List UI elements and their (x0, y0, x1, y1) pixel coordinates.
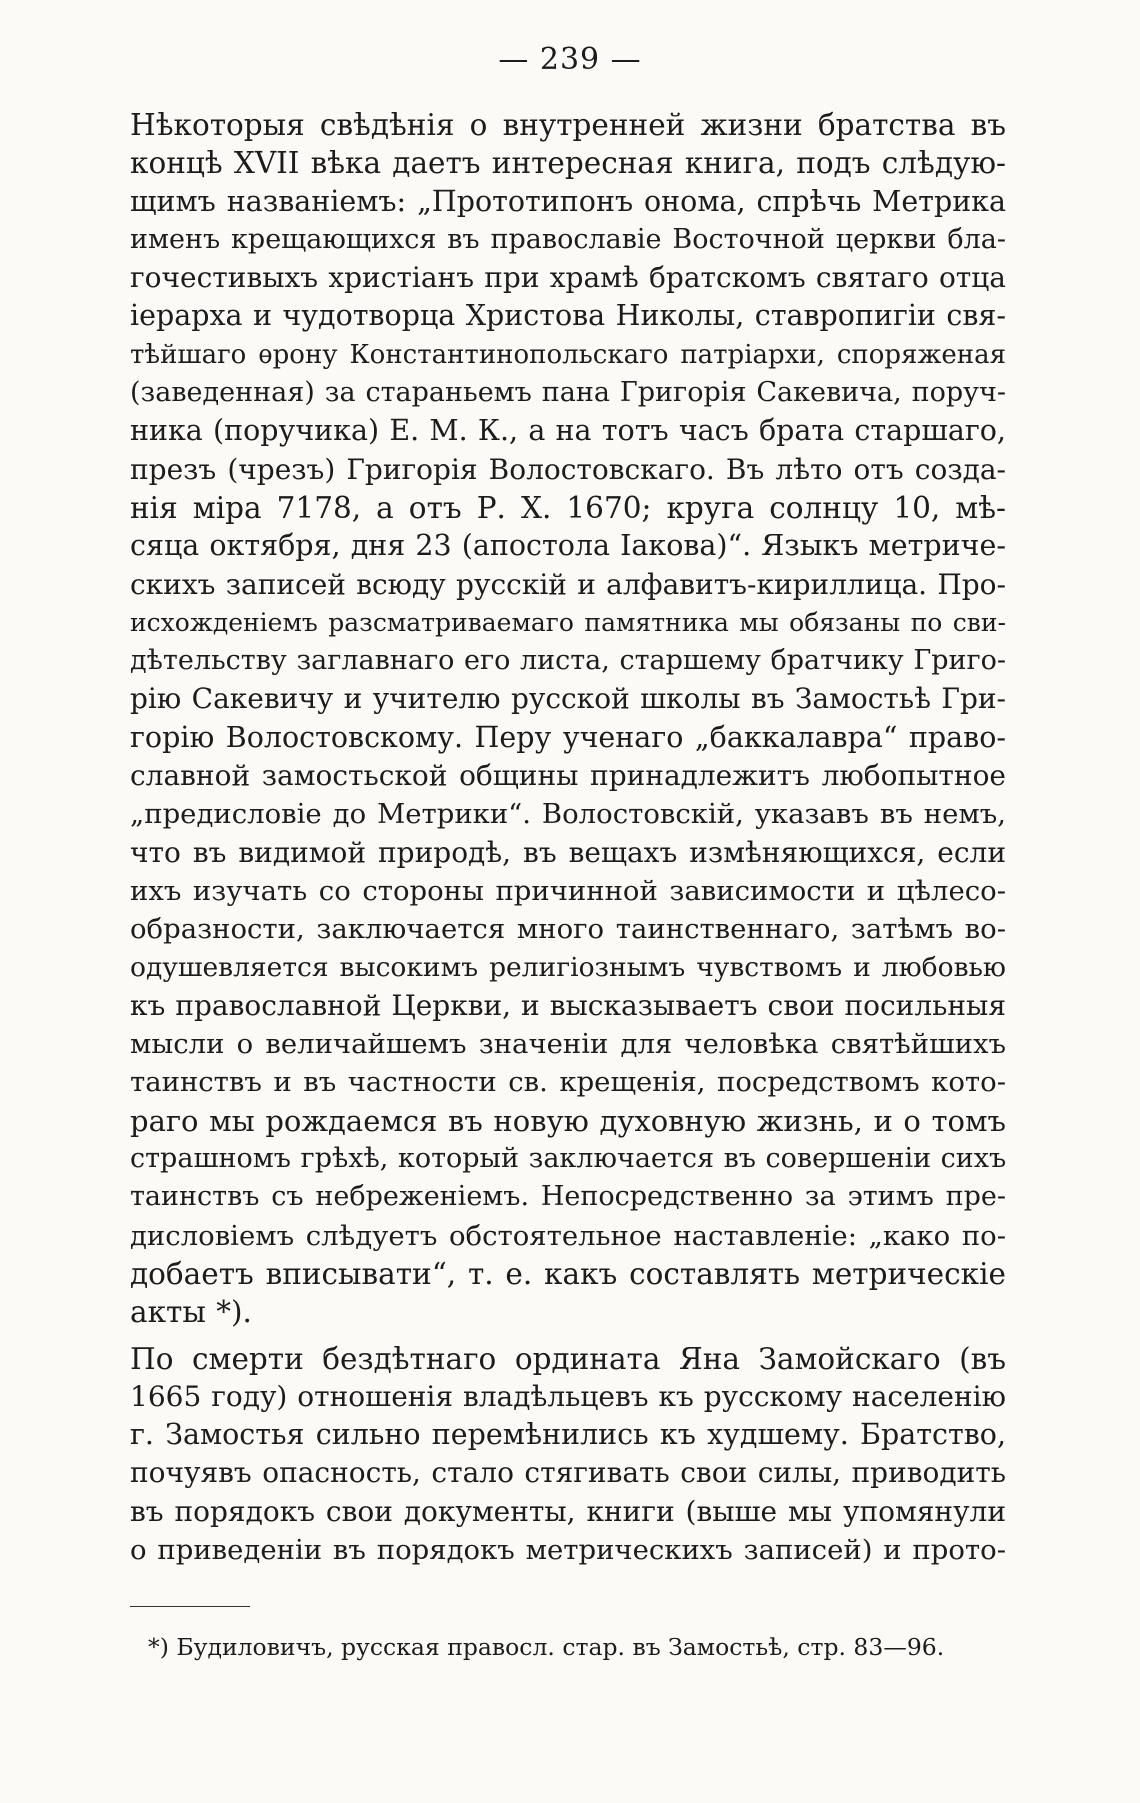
text-line: раго мы рождаемся въ новую духовную жизнь, и о томъ (130, 1103, 1006, 1138)
text-line: гочестивыхъ христіанъ при храмѣ братскомъ святаго отца (130, 261, 1006, 295)
text-line: дисловіемъ слѣдуетъ обстоятельное наставленіе: „како по- (130, 1219, 1006, 1252)
text-line: дѣтельству заглавнаго его листа, старшему братчику Григо- (130, 645, 1006, 677)
text-line: къ православной Церкви, и высказываетъ свои посильныя (130, 988, 1006, 1022)
text-line: скихъ записей всюду русскій и алфавитъ-кириллица. Про- (130, 567, 1006, 601)
text-line: концѣ XVII вѣка даетъ интересная книга, подъ слѣдую- (130, 146, 1006, 181)
text-line: рію Сакевичу и учителю русской школы въ Замостьѣ Гри- (130, 682, 1006, 716)
footnote: *) Будиловичъ, русская правосл. стар. въ Замостьѣ, стр. 83—96. (148, 1633, 945, 1661)
text-line: По смерти бездѣтнаго ордината Яна Замойскаго (въ (130, 1341, 1006, 1376)
body-text (130, 106, 1006, 1569)
page-number: — 239 — (498, 42, 642, 77)
text-line: 1665 году) отношенія владѣльцевъ къ русскому населенію (130, 1379, 1006, 1413)
text-line: презъ (чрезъ) Григорія Волостовскаго. Въ лѣто отъ созда- (130, 452, 1006, 486)
text-line: горію Волостовскому. Перу ученаго „баккалавра“ право- (130, 720, 1006, 754)
text-line: тѣйшаго ѳрону Константинопольскаго патріархи, спoряженая (130, 339, 1006, 370)
text-line: добаетъ вписывати“, т. е. какъ составлять метрическіе (130, 1256, 1006, 1291)
text-line: щимъ названіемъ: „Прототипонъ онома, спрѣчь Метрика (130, 184, 1006, 218)
text-line: іерарха и чудотворца Христова Николы, ставропигіи свя- (130, 299, 1006, 333)
text-line: почуявъ опасность, стало стягивать свои силы, приводить (130, 1456, 1006, 1490)
text-line: ихъ изучать со стороны причинной зависимости и цѣлесо- (130, 874, 1006, 907)
text-line: Нѣкоторыя свѣдѣнія о внутренней жизни братства въ (130, 108, 1006, 142)
text-line: въ порядокъ свои документы, книги (выше мы упомянули (130, 1494, 1006, 1528)
text-line: акты *). (130, 1295, 252, 1330)
text-line: о приведеніи въ порядокъ метрическихъ записей) и прото- (130, 1533, 1006, 1566)
text-line: мысли о величайшемъ значеніи для человѣка святѣйшихъ (130, 1028, 1006, 1061)
text-line: одушевляется высокимъ религіознымъ чувствомъ и любовью (130, 951, 1006, 983)
text-line: славной замостьской общины принадлежитъ любопытное (130, 759, 1006, 793)
text-line: образности, заключается много таинственнаго, затѣмъ во- (130, 913, 1006, 946)
text-line: таинствъ и въ частности св. крещенія, посредствомъ кото- (130, 1066, 1006, 1099)
text-line: исхожденіемъ разсматриваемаго памятника мы обязаны по сви- (130, 607, 1006, 637)
paragraph-2 (130, 1340, 1006, 1570)
text-line: именъ крещающихся въ православіе Восточной церкви бла- (130, 223, 1006, 255)
text-line: страшномъ грѣхѣ, который заключается въ совершеніи сихъ (130, 1143, 1007, 1175)
text-line: что въ видимой природѣ, въ вещахъ измѣняющихся, если (130, 835, 1006, 869)
paragraph-1 (130, 106, 1006, 1332)
text-line: г. Замостья сильно перемѣнились къ худшему. Братство, (130, 1418, 1006, 1452)
text-line: ника (поручика) Е. М. К., а на тотъ часъ брата старшаго, (130, 414, 1006, 448)
text-line: сяца октября, дня 23 (апостола Іакова)“. Языкъ метриче- (130, 529, 1006, 563)
text-line: таинствъ съ небреженіемъ. Непосредственно за этимъ пре- (130, 1181, 1006, 1213)
text-line: (заведенная) за стараньемъ пана Григорія Сакевича, поруч- (130, 377, 1006, 409)
text-line: нія міра 7178, а отъ Р. Х. 1670; круга солнцу 10, мѣ- (130, 490, 1006, 525)
footnote-divider (130, 1606, 250, 1607)
text-line: „предисловіе до Метрики“. Волостовскій, указавъ въ немъ, (130, 798, 1006, 831)
